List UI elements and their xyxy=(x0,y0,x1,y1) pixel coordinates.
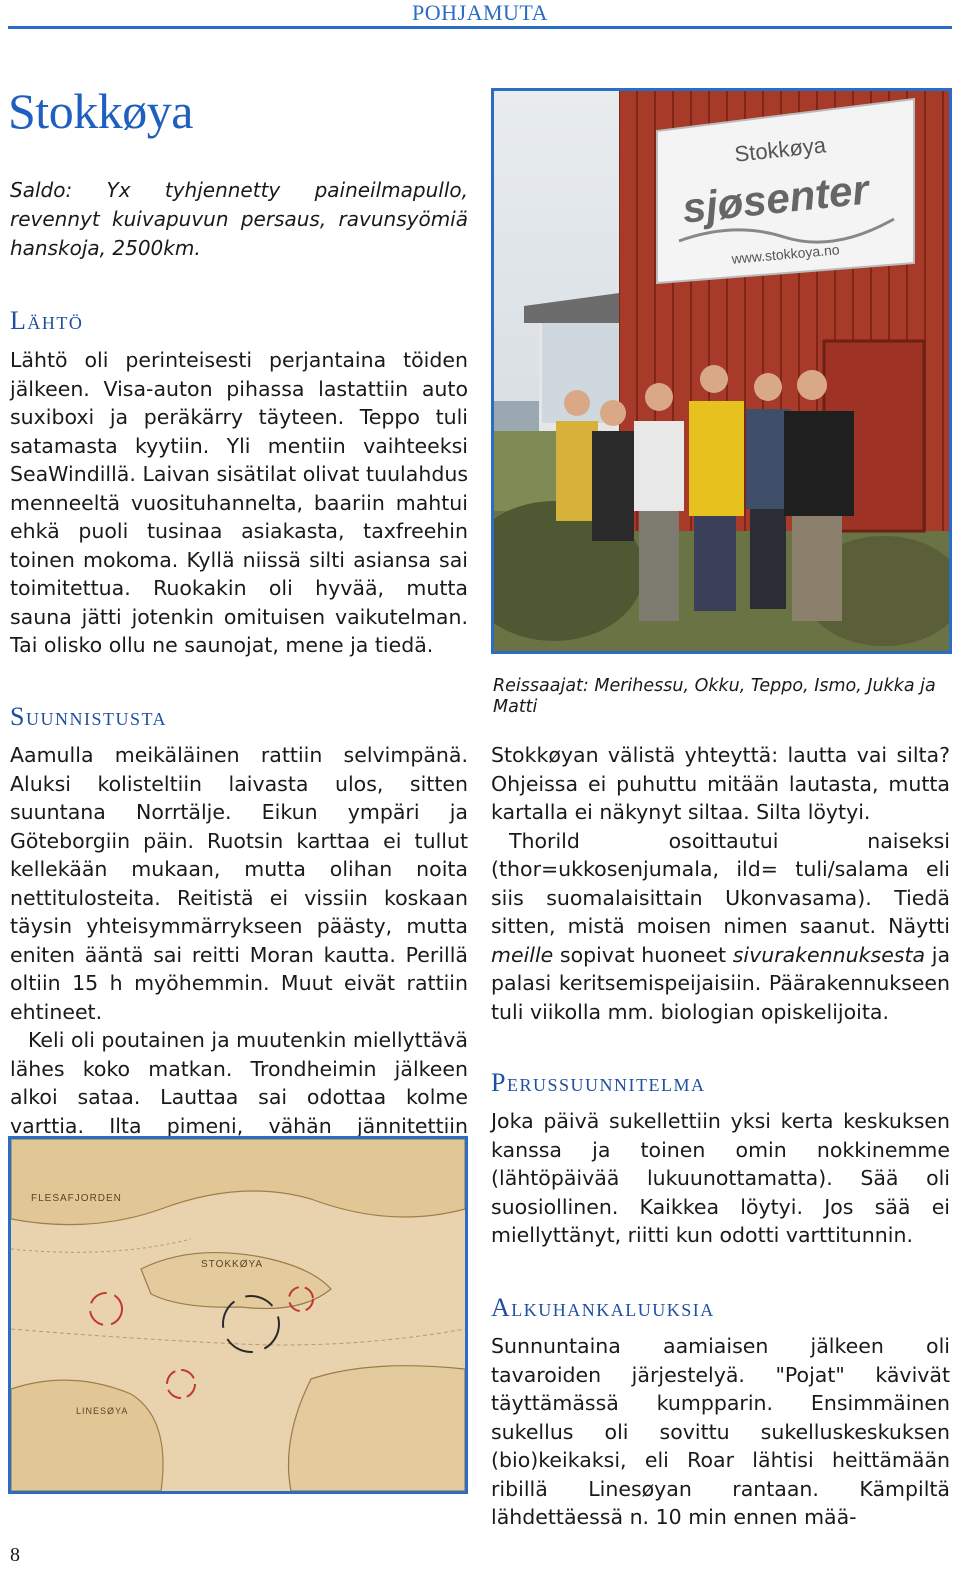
map-label-linesoya: LINESØYA xyxy=(76,1406,129,1416)
group-photo xyxy=(491,88,952,654)
paragraph: Aamulla meikäläinen rattiin selvimpänä. Aluksi kolisteltiin laivasta ulos, sitten suuntana Norrtälje. Eikun ympäri ja Göteborgiin päin. Ruotsin karttaa ei tullut kellekään mukaan, mutta olihan noita nettitulosteita. Reitistä ei vissiin koskaan täysin yhteisymmärrykseen päästy, mutta eniten ääntä sai reitti Moran kautta. Perillä oltiin 15 h myöhemmin. Muut eivät rattiin ehtineet. xyxy=(10,743,468,1024)
paragraph: Keli oli poutainen ja muutenkin miellyttävä lähes koko matkan. Trondheimin jälkeen alkoi sataa. Lauttaa sai odottaa kolme varttia. Ilta pimeni, vähän jännitettiin xyxy=(10,1028,468,1138)
text-run: ja palasi keritsemispeijaisiin. Päärakennukseen tuli viikolla mm. biologian opiskelijoita. xyxy=(491,942,951,1024)
section-lahto-body xyxy=(10,346,468,660)
paragraph xyxy=(491,827,950,1027)
article-title: Stokkøya xyxy=(8,83,193,139)
paragraph: Sunnuntaina aamiaisen jälkeen oli tavaroiden järjestelyä. "Pojat" kävivät täyttämässä kumpparin. Ensimmäinen sukellus oli sovittu sukelluskeskuksen (bio)keikaksi, eli Roar lähtisi heittämään ribillä Linesøyan rantaan. Kämpiltä lähdettäessä n. 10 min ennen mää- xyxy=(491,1334,950,1529)
paragraph: Lähtö oli perinteisesti perjantaina töiden jälkeen. Visa-auton pihassa lastattiin auto suxiboxi ja peräkärry täyteen. Teppo tuli satamasta kyytiin. Yli mentiin vaihteeksi SeaWindillä. Laivan sisätilat olivat tuulahdus menneeltä vuosituhannelta, baariin mahtui ehkä puoli tusinaa asiakasta, taxfreehin toinen mokoma. Kyllä niissä silti asiansa sai toimitettua. Ruokakin oli hyvää, mutta sauna jätti jotenkin omituisen vaikutelman. Tai olisko ollu ne saunojat, mene ja tiedä. xyxy=(10,348,468,657)
section-perussuunnitelma-body xyxy=(491,1107,950,1250)
heading-alkuhankaluuksia: Alkuhankaluuksia xyxy=(491,1293,715,1322)
sign-url: www.stokkoya.no xyxy=(730,241,841,267)
paragraph: Joka päivä sukellettiin yksi kerta keskuksen kanssa ja toinen omin nokkinemme (lähtöpäivää lukuunottamatta). Sää oli suosiollinen. Kaikkea löytyi. Jos sää ei miellyttänyt, riitti kun odotti varttitunnin. xyxy=(491,1109,950,1247)
photo-caption: Reissaajat: Merihessu, Okku, Teppo, Ismo, Jukka ja Matti xyxy=(493,676,936,717)
section-alkuhankaluuksia-body xyxy=(491,1332,950,1532)
text-run: Thorild osoittautui naiseksi (thor=ukkosenjumala, ild= tuli/salama eli siis suomalaisittain Ukonvasama). Tiedä sitten, mistä moisen nimen saanut. Näytti xyxy=(491,828,950,938)
sign-line2: sjøsenter xyxy=(680,165,871,232)
page-number: 8 xyxy=(10,1544,20,1566)
saldo-text: Saldo: Yx tyhjennetty paineilmapullo, revennyt kuivapuvun persaus, ravunsyömiä hanskoja, 2500km. xyxy=(10,178,468,260)
heading-perussuunnitelma: Perussuunnitelma xyxy=(491,1068,706,1097)
running-header: POHJAMUTA xyxy=(412,0,548,25)
nautical-map xyxy=(8,1136,468,1494)
text-run-emphasis: sivurakennuksesta xyxy=(732,942,926,967)
heading-suunnistusta: Suunnistusta xyxy=(10,702,168,731)
text-run-emphasis: meille xyxy=(491,942,554,967)
section-right-intro-body xyxy=(491,741,950,1026)
text-run: sopivat huoneet xyxy=(553,942,733,967)
map-label-fjord: FLESAFJORDEN xyxy=(31,1193,122,1204)
map-label-island: STOKKØYA xyxy=(201,1259,264,1270)
sign-line1: Stokkøya xyxy=(733,132,828,167)
paragraph: Stokkøyan välistä yhteyttä: lautta vai silta? Ohjeissa ei puhuttu mitään lautasta, mutta kartalla ei näkynyt siltaa. Silta löytyi. xyxy=(491,743,950,824)
heading-lahto: Lähtö xyxy=(10,306,84,335)
section-suunnistusta-body xyxy=(10,741,468,1169)
header-rule xyxy=(8,26,952,29)
